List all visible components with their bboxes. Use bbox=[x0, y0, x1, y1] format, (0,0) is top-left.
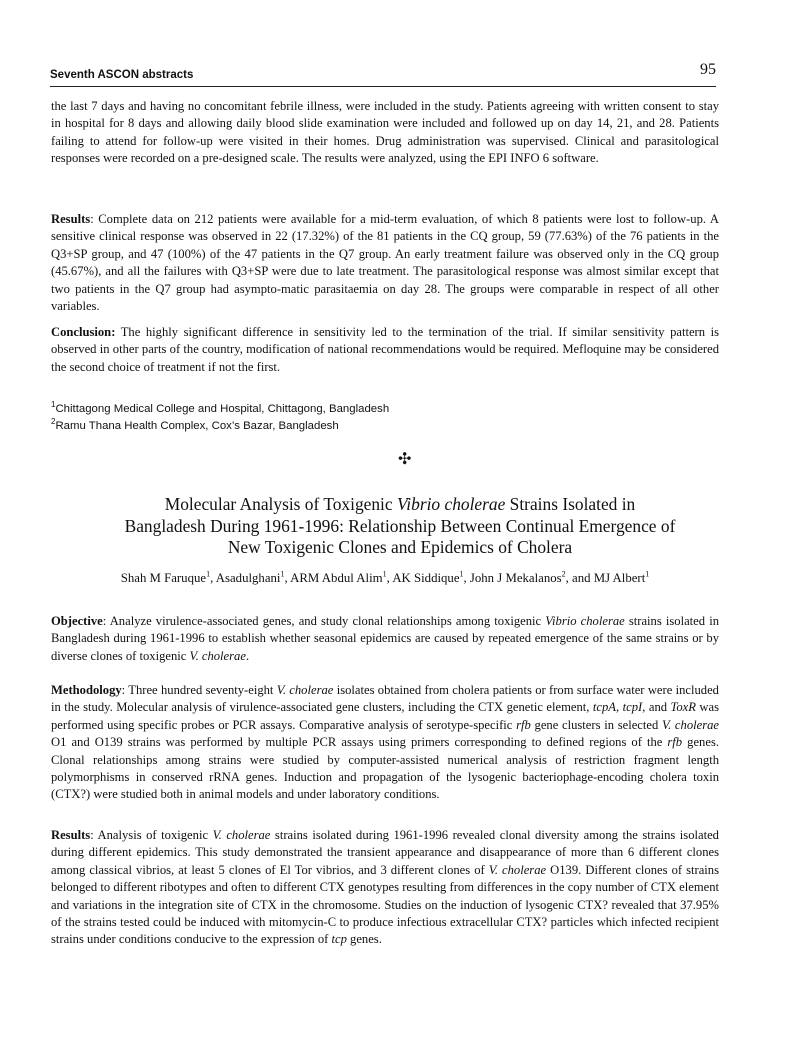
first-abstract-results bbox=[51, 211, 719, 315]
author-mark: 1 bbox=[645, 569, 650, 579]
author: MJ Albert bbox=[593, 571, 646, 585]
affiliation-text: Ramu Thana Health Complex, Cox’s Bazar, Bangladesh bbox=[55, 420, 339, 432]
results-heading: Results bbox=[51, 212, 91, 226]
affiliation-text: Chittagong Medical College and Hospital, Chittagong, Bangladesh bbox=[55, 403, 390, 415]
author: AK Siddique bbox=[392, 571, 460, 585]
affiliation-1 bbox=[51, 401, 719, 418]
objective-text: : Analyze virulence-associated genes, and study clonal relationships among toxigenic bbox=[102, 614, 546, 628]
species-name: V. cholerae bbox=[276, 683, 334, 697]
methodology-text: , bbox=[616, 700, 623, 715]
author-mark: 1 bbox=[280, 569, 285, 579]
methodology-text: O1 and O139 strains was performed by multiple PCR assays using primers corresponding to defined regions of the bbox=[51, 735, 668, 750]
objective-heading: Objective bbox=[51, 614, 103, 628]
intro-paragraph: the last 7 days and having no concomitant febrile illness, were included in the study. Patients agreeing with written consent to stay in hospital for 8 days and allowing daily blood slide examination were included and followed up on day 14, 21, and 28. Patients failing to attend for follow-up were visited in their homes. Drug administration was supervised. Clinical and parasitological responses were recorded on a pre-designed scale. The results were analyzed, using the EPI INFO 6 software. bbox=[51, 99, 719, 166]
author: ARM Abdul Alim bbox=[290, 571, 383, 585]
species-name: V. cholerae bbox=[212, 828, 271, 842]
objective-section bbox=[51, 613, 719, 665]
species-name: V. cholerae bbox=[488, 862, 547, 877]
methodology-section bbox=[51, 682, 719, 804]
results-heading-2: Results bbox=[51, 828, 91, 842]
page-number: 95 bbox=[700, 61, 716, 78]
methodology-heading: Methodology bbox=[51, 683, 122, 697]
species-name: V. cholerae bbox=[662, 717, 719, 732]
methodology-paragraph bbox=[51, 682, 719, 804]
article-title bbox=[60, 494, 740, 559]
conclusion-paragraph bbox=[51, 324, 719, 376]
results-paragraph-2 bbox=[51, 827, 719, 949]
journal-name: Seventh ASCON abstracts bbox=[50, 69, 194, 81]
gene-name: rfb bbox=[516, 717, 531, 732]
methodology-text: genes. Clonal relationships among strains were studied by computer-assisted numerical analysis of restriction fragment length polymorphisms in conserved rRNA genes. Induction and propagation of the lysogenic bacteriophage-encoding cholera toxin (CTX?) were studied both in animal models and under laboratory conditions. bbox=[51, 735, 719, 802]
gene-name: ToxR bbox=[670, 700, 696, 715]
results-paragraph bbox=[51, 211, 719, 315]
author: John J Mekalanos bbox=[469, 571, 562, 585]
results-text: : Analysis of toxigenic bbox=[90, 828, 213, 842]
gene-name: tcpA bbox=[592, 700, 617, 715]
conclusion-heading: Conclusion: bbox=[51, 325, 116, 339]
author-mark: 1 bbox=[459, 569, 464, 579]
results-text: strains isolated during 1961-1996 revealed clonal diversity among the strains isolated during different epidemics. This study demonstrated the transient appearance and disappearance of more than 6 different clones among classical vibrios, at least 5 clones of El Tor vibrios, and 3 different clones of bbox=[51, 828, 719, 877]
methodology-text: was performed using specific probes or PCR assays. Comparative analysis of serotype-specific bbox=[51, 700, 720, 732]
title-text: Strains Isolated in bbox=[505, 494, 636, 514]
objective-paragraph bbox=[51, 613, 719, 665]
methodology-text: : Three hundred seventy-eight bbox=[121, 683, 277, 697]
title-species: Vibrio cholerae bbox=[396, 494, 506, 514]
author: Shah M Faruque bbox=[120, 571, 207, 585]
affiliations bbox=[51, 401, 719, 435]
methodology-text: gene clusters in selected bbox=[530, 717, 662, 732]
title-line-1 bbox=[60, 494, 740, 516]
objective-text: strains isolated in Bangladesh during 1961-1996 to establish whether seasonal epidemics are caused by repeated emergence of the same strains or by diverse clones of toxigenic bbox=[51, 614, 719, 663]
section-divider-ornament: ✣ bbox=[398, 451, 412, 468]
author-mark: 1 bbox=[382, 569, 387, 579]
species-name: V. cholerae bbox=[189, 648, 246, 663]
objective-text: . bbox=[245, 648, 250, 663]
affiliation-2 bbox=[51, 418, 719, 435]
first-abstract-conclusion bbox=[51, 324, 719, 376]
results-text: genes. bbox=[346, 932, 382, 947]
methodology-text: isolates obtained from cholera patients or from surface water were included in the study. Molecular analysis of virulence-associated gene clusters, including the CTX genetic element, bbox=[51, 683, 719, 715]
first-abstract-intro bbox=[51, 98, 719, 168]
results-section-2 bbox=[51, 827, 719, 949]
title-line-3: New Toxigenic Clones and Epidemics of Cholera bbox=[227, 537, 573, 557]
author-mark: 2 bbox=[561, 569, 566, 579]
running-header bbox=[50, 60, 716, 87]
results-text: O139. Different clones of strains belonged to different ribotypes and often to different CTX genotypes resulting from differences in the copy number of CTX element and variations in the integration site of CTX in the chromosome. Studies on the induction of lysogenic CTX? revealed that 37.95% of the strains tested could be induced with mitomycin-C to produce infectious extracellular CTX? particles which infected recipient strains under conditions conducive to the expression of bbox=[51, 862, 719, 947]
gene-name: tcpI bbox=[622, 700, 643, 715]
author-conjunction: and bbox=[572, 571, 591, 585]
title-text: Molecular Analysis of Toxigenic bbox=[164, 494, 397, 514]
affiliation-mark: 1 bbox=[51, 400, 56, 410]
methodology-text: , and bbox=[642, 700, 671, 715]
results-body: : Complete data on 212 patients were available for a mid-term evaluation, of which 8 patients were lost to follow-up. A sensitive clinical response was observed in 22 (17.32%) of the 81 patients in the CQ group, 59 (77.63%) of the 76 patients in the Q3+SP group, and 47 (100%) of the 47 patients in the Q7 group. An early treatment failure was observed only in the CQ group (45.67%), and all the failures with Q3+SP were due to late treatment. The parasitological response was almost similar except that two patients in the Q7 group had asympto-matic parasitaemia on day 28. The groups were comparable in respect of all other variables. bbox=[51, 212, 719, 314]
conclusion-body: The highly significant difference in sensitivity led to the termination of the trial. If similar sensitivity pattern is observed in other parts of the country, modification of national recommendations would be required. Mefloquine may be considered the second choice of treatment if not the first. bbox=[51, 325, 719, 374]
affiliation-mark: 2 bbox=[51, 417, 56, 427]
species-name: Vibrio cholerae bbox=[545, 614, 625, 628]
author-mark: 1 bbox=[206, 569, 211, 579]
title-line-2: Bangladesh During 1961-1996: Relationship Between Continual Emergence of bbox=[124, 515, 676, 536]
author: Asadulghani bbox=[215, 571, 281, 585]
gene-name: rfb bbox=[667, 735, 683, 750]
gene-name: tcp bbox=[331, 932, 347, 947]
author-list: Shah M Faruque$^1$, Asadulghani$^1$, ARM Abdul Alim$^1$, AK Siddique$^1$, John J Mekalanos$^2$, and MJ Albert$^1$ bbox=[120, 569, 650, 585]
